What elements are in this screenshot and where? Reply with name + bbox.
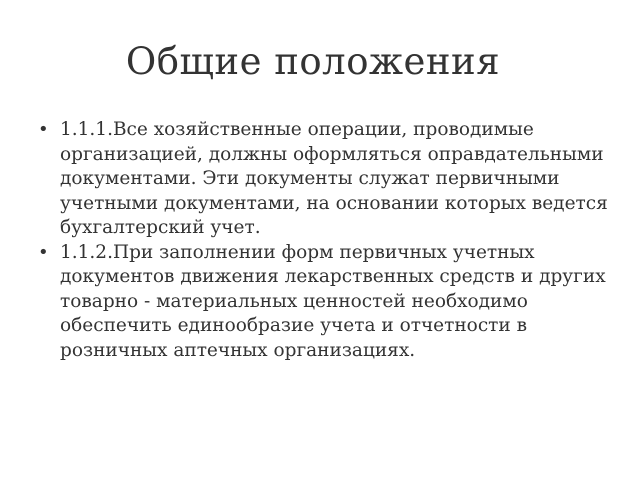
bullet-list	[38, 118, 618, 363]
slide-title: Общие положения	[125, 40, 501, 83]
bullet-text: 1.1.1.Все хозяйственные операции, проводимые организацией, должны оформляться оправдательными документами. Эти документы служат первичными учетными документами, на основании которых ведется бухгалтерский учет.	[60, 119, 608, 238]
bullet-item	[38, 241, 618, 364]
bullet-icon: •	[38, 119, 49, 140]
bullet-icon: •	[38, 241, 49, 263]
bullet-item	[38, 118, 618, 241]
bullet-text: 1.1.2.При заполнении форм первичных учетных документов движения лекарственных средств и других товарно - материальных ценностей необходимо обеспечить единообразие учета и отчетности в розничных аптечных организациях.	[60, 241, 606, 361]
